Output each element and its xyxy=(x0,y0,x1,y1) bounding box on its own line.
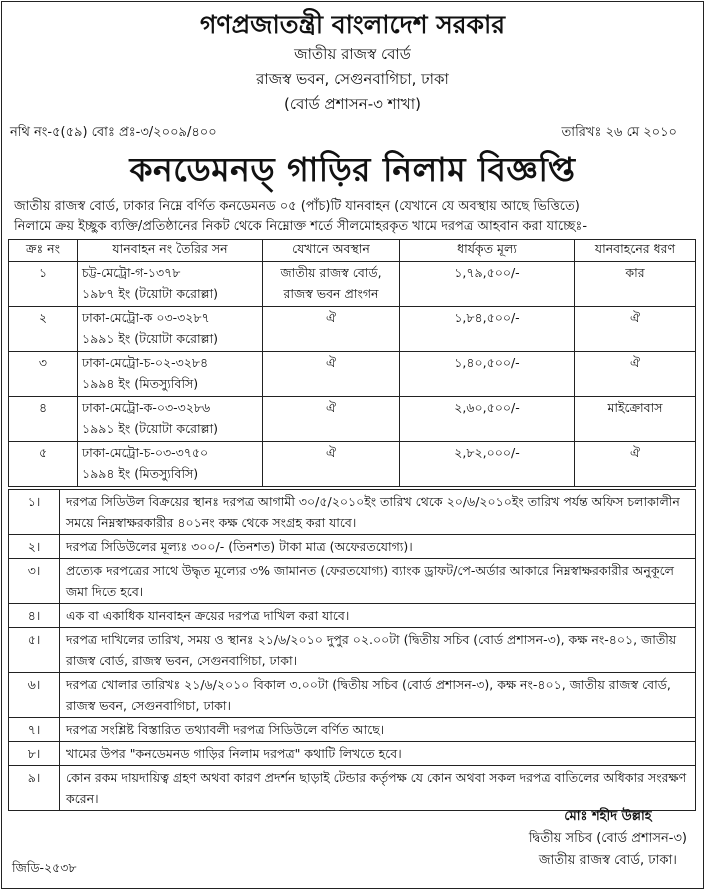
cell-price: ১,৭৯,৫০০/- xyxy=(400,262,575,307)
cell-serial: ৩ xyxy=(9,352,78,397)
signatory-office: জাতীয় রাজস্ব বোর্ড, ঢাকা। xyxy=(538,853,677,868)
term-number: ৩। xyxy=(9,559,60,604)
term-row xyxy=(9,604,696,628)
cell-type: কার xyxy=(575,262,696,307)
term-row xyxy=(9,766,696,811)
location-line: ঐ xyxy=(325,355,337,370)
vehicle-reg: ঢাকা-মেট্রো-চ-০৩-৩৭৫০ xyxy=(82,445,209,460)
cell-serial: ৫ xyxy=(9,442,78,487)
term-text: দরপত্র খোলার তারিখঃ ২১/৬/২০১০ বিকাল ৩.০০টা (দ্বিতীয় সচিব (বোর্ড প্রশাসন-৩), কক্ষ নং-৪০১, জাতীয় রাজস্ব বোর্ড, রাজস্ব ভবন, সেগুনবাগিচা, ঢাকা। xyxy=(60,673,696,718)
table-row xyxy=(9,352,696,397)
location-line: ঐ xyxy=(325,400,337,415)
vehicle-reg: ঢাকা-মেট্রো-ক-০৩-৩২৮৬ xyxy=(82,400,211,415)
term-row xyxy=(9,742,696,766)
cell-vehicle xyxy=(78,397,263,442)
vehicle-table xyxy=(8,239,696,487)
intro-text xyxy=(2,193,703,237)
term-text: প্রত্যেক দরপত্রের সাথে উদ্ধৃত মূল্যের ৩% জামানত (ফেরতযোগ্য) ব্যাংক ড্রাফট/পে-অর্ডার আকারে নিম্নস্বাক্ষরকারীর অনুকূলে জমা দিতে হবে। xyxy=(60,559,696,604)
cell-type: ঐ xyxy=(575,442,696,487)
vehicle-year: ১৯৯৪ ইং (মিতস্যুবিসি) xyxy=(82,376,199,391)
gd-code: জিডি-২৫৩৮ xyxy=(12,860,77,875)
term-text: দরপত্র সংশ্লিষ্ট বিস্তারিত তথ্যাবলী দরপত্র সিডিউলে বর্ণিত আছে। xyxy=(60,718,696,742)
vehicle-year: ১৯৯১ ইং (টয়োটা করোল্লা) xyxy=(82,331,219,346)
cell-vehicle xyxy=(78,262,263,307)
cell-location xyxy=(263,397,400,442)
vehicle-year: ১৯৯৪ ইং (মিতস্যুবিসি) xyxy=(82,466,199,481)
term-number: ৯। xyxy=(9,766,60,811)
term-row xyxy=(9,490,696,535)
branch-name: (বোর্ড প্রশাসন-৩ শাখা) xyxy=(284,95,421,113)
terms-table xyxy=(8,489,696,811)
term-text: এক বা একাধিক যানবাহন ক্রয়ের দরপত্র দাখিল করা যাবে। xyxy=(60,604,696,628)
term-number: ৬। xyxy=(9,673,60,718)
cell-serial: ২ xyxy=(9,307,78,352)
term-row xyxy=(9,673,696,718)
table-header-row xyxy=(9,240,696,262)
location-line: ঐ xyxy=(325,445,337,460)
board-name: জাতীয় রাজস্ব বোর্ড xyxy=(294,45,411,63)
cell-type: ঐ xyxy=(575,307,696,352)
signature-block xyxy=(529,806,687,872)
cell-location xyxy=(263,262,400,307)
intro-line: জাতীয় রাজস্ব বোর্ড, ঢাকার নিম্নে বর্ণিত কনডেমনড ০৫ (পাঁচ)টি যানবাহন (যেখানে যে অবস্থায় আছে ভিত্তিতে) xyxy=(14,199,580,214)
government-name: গণপ্রজাতন্ত্রী বাংলাদেশ সরকার xyxy=(200,10,505,39)
notice-date: তারিখঃ ২৬ মে ২০১০ xyxy=(561,125,677,140)
cell-price: ২,৬০,৫০০/- xyxy=(400,397,575,442)
cell-location xyxy=(263,442,400,487)
term-number: ৫। xyxy=(9,628,60,673)
term-text: খামের উপর "কনডেমনড গাড়ির নিলাম দরপত্র" কথাটি লিখতে হবে। xyxy=(60,742,696,766)
location-line: ঐ xyxy=(325,310,337,325)
intro-line: নিলামে ক্রয় ইচ্ছুক ব্যক্তি/প্রতিষ্ঠানের নিকট থেকে নিম্নোক্ত শর্তে সীলমোহরকৃত খামে দরপত্র আহবান করা যাচ্ছেঃ- xyxy=(14,219,588,234)
term-row xyxy=(9,535,696,559)
cell-serial: ১ xyxy=(9,262,78,307)
term-text: দরপত্র দাখিলের তারিখ, সময় ও স্থানঃ ২১/৬/২০১০ দুপুর ০২.০০টা (দ্বিতীয় সচিব (বোর্ড প্রশাসন-৩), কক্ষ নং-৪০১, জাতীয় রাজস্ব বোর্ড, রাজস্ব ভবন, সেগুনবাগিচা, ঢাকা। xyxy=(60,628,696,673)
term-number: ৪। xyxy=(9,604,60,628)
term-number: ৭। xyxy=(9,718,60,742)
cell-vehicle xyxy=(78,442,263,487)
header-location: যেখানে অবস্থান xyxy=(263,240,400,262)
signatory-name: মোঃ শহীদ উল্লাহ xyxy=(564,809,652,824)
term-row xyxy=(9,718,696,742)
vehicle-reg: ঢাকা-মেট্রো-ক ০৩-৩২৮৭ xyxy=(82,310,210,325)
cell-price: ১,৮৪,৫০০/- xyxy=(400,307,575,352)
cell-type: ঐ xyxy=(575,352,696,397)
term-row xyxy=(9,559,696,604)
table-row xyxy=(9,442,696,487)
file-number: নথি নং-৫(৫৯) বোঃ প্রঃ-৩/২০০৯/৪০০ xyxy=(10,125,217,140)
cell-serial: ৪ xyxy=(9,397,78,442)
location-line: জাতীয় রাজস্ব বোর্ড, xyxy=(280,265,382,280)
term-number: ১। xyxy=(9,490,60,535)
table-row xyxy=(9,262,696,307)
cell-vehicle xyxy=(78,307,263,352)
term-text: দরপত্র সিডিউলের মূল্যঃ ৩০০/- (তিনশত) টাকা মাত্র (অফেরতযোগ্য)। xyxy=(60,535,696,559)
notice-title: কনডেমনড্ গাড়ির নিলাম বিজ্ঞপ্তি xyxy=(129,150,576,189)
location-line: রাজস্ব ভবন প্রাংগন xyxy=(283,286,379,301)
table-row xyxy=(9,307,696,352)
cell-price: ১,৪০,৫০০/- xyxy=(400,352,575,397)
header-price: ধার্যকৃত মূল্য xyxy=(400,240,575,262)
board-address: রাজস্ব ভবন, সেগুনবাগিচা, ঢাকা xyxy=(256,70,449,88)
term-text: কোন রকম দায়দায়িত্ব গ্রহণ অথবা কারণ প্রদর্শন ছাড়াই টেন্ডার কর্তৃপক্ষ যে কোন অথবা সকল দরপত্র বাতিলের অধিকার সংরক্ষণ করেন। xyxy=(60,766,696,811)
cell-price: ২,৮২,০০০/- xyxy=(400,442,575,487)
term-text: দরপত্র সিডিউল বিক্রয়ের স্থানঃ দরপত্র আগামী ৩০/৫/২০১০ইং তারিখ থেকে ২০/৬/২০১০ইং তারিখ পর্যন্ত অফিস চলাকালীন সময়ে নিম্নস্বাক্ষরকারীর ৪০১নং কক্ষ থেকে সংগ্রহ করা যাবে। xyxy=(60,490,696,535)
header-type: যানবাহনের ধরণ xyxy=(575,240,696,262)
header xyxy=(2,8,703,117)
signatory-designation: দ্বিতীয় সচিব (বোর্ড প্রশাসন-৩) xyxy=(528,831,687,846)
term-number: ২। xyxy=(9,535,60,559)
term-number: ৮। xyxy=(9,742,60,766)
vehicle-year: ১৯৯১ ইং (টয়োটা করোল্লা) xyxy=(82,421,219,436)
cell-vehicle xyxy=(78,352,263,397)
tender-notice xyxy=(1,1,704,889)
vehicle-year: ১৯৮৭ ইং (টয়োটা করোল্লা) xyxy=(82,286,219,301)
cell-location xyxy=(263,307,400,352)
term-row xyxy=(9,628,696,673)
vehicle-reg: চট্ট-মেট্রো-গ-১৩৭৮ xyxy=(82,265,181,280)
cell-type: মাইক্রোবাস xyxy=(575,397,696,442)
table-row xyxy=(9,397,696,442)
header-vehicle: যানবাহন নং তৈরির সন xyxy=(78,240,263,262)
reference-row xyxy=(2,121,703,143)
vehicle-reg: ঢাকা-মেট্রো-চ-০২-৩২৮৪ xyxy=(82,355,209,370)
cell-location xyxy=(263,352,400,397)
header-serial: ক্রঃ নং xyxy=(9,240,78,262)
